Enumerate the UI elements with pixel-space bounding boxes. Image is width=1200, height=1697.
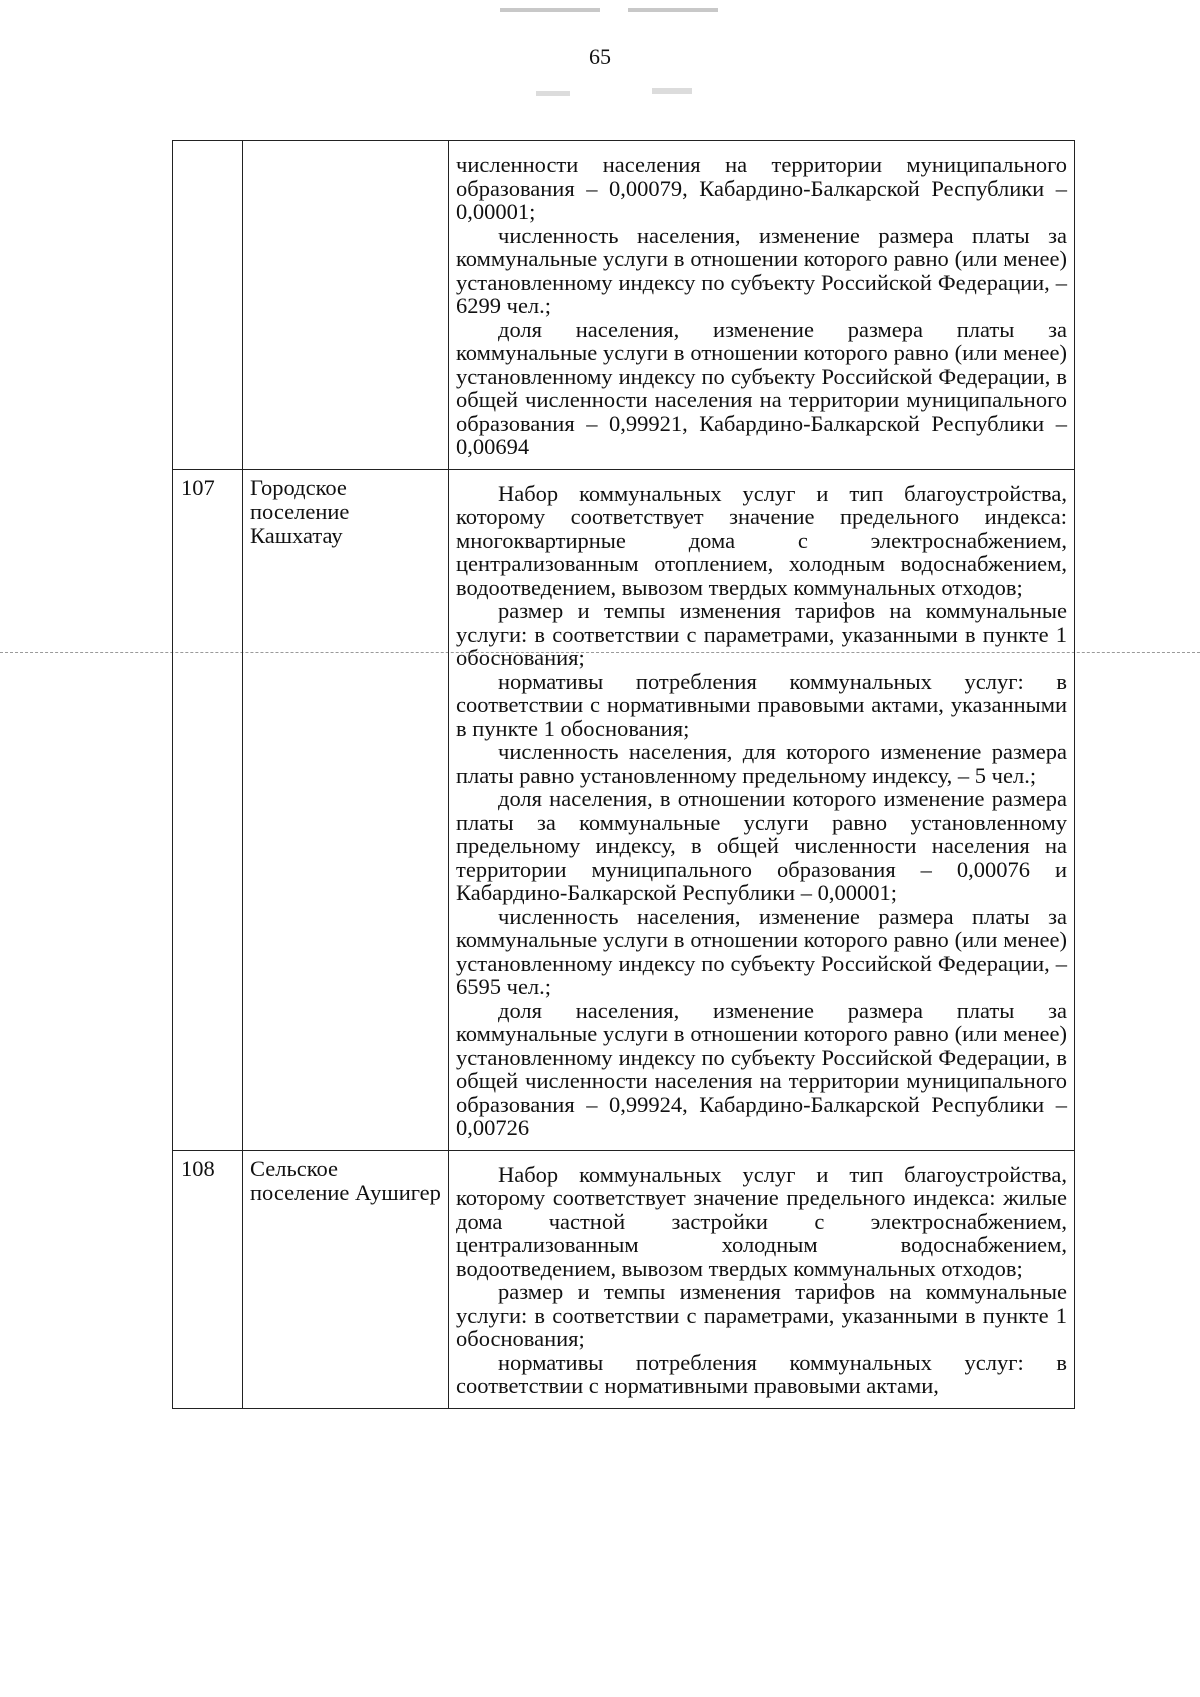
scan-artifact xyxy=(536,91,570,96)
description-paragraph: доля населения, изменение размера платы за коммунальные услуги в отношении которого равно (или менее) установленному индексу по субъекту Российской Федерации, в общей численности населения на территории муниципального образования – 0,99921, Кабардино-Балкарской Республики – 0,00694 xyxy=(456,316,1067,459)
row-description xyxy=(449,141,1075,470)
row-number: 107 xyxy=(173,469,243,1150)
row-number: 108 xyxy=(173,1150,243,1408)
description-paragraph: размер и темпы изменения тарифов на коммунальные услуги: в соответствии с параметрами, указанными в пункте 1 обоснования; xyxy=(456,598,1067,670)
description-paragraph: численность населения, изменение размера платы за коммунальные услуги в отношении которого равно (или менее) установленному индексу по субъекту Российской Федерации, – 6595 чел.; xyxy=(456,903,1067,999)
description-paragraph: Набор коммунальных услуг и тип благоустройства, которому соответствует значение предельного индекса: многоквартирные дома с электроснабжением, централизованным отоплением, холодным водоснабжением, водоотведением, вывозом твердых коммунальных отходов; xyxy=(456,480,1067,600)
description-paragraph: численность населения, изменение размера платы за коммунальные услуги в отношении которого равно (или менее) установленному индексу по субъекту Российской Федерации, – 6299 чел.; xyxy=(456,222,1067,318)
description-paragraph: нормативы потребления коммунальных услуг: в соответствии с нормативными правовыми актами, указанными в пункте 1 обоснования; xyxy=(456,668,1067,741)
description-paragraph: нормативы потребления коммунальных услуг: в соответствии с нормативными правовыми актами, xyxy=(456,1349,1067,1398)
table-row xyxy=(173,469,1075,1150)
settlements-table xyxy=(172,140,1075,1409)
description-paragraph: численности населения на территории муниципального образования – 0,00079, Кабардино-Балкарской Республики – 0,00001; xyxy=(456,152,1067,224)
settlement-name xyxy=(243,141,449,470)
table-row xyxy=(173,141,1075,470)
settlement-name: Сельское поселение Аушигер xyxy=(243,1150,449,1408)
description-paragraph: численность населения, для которого изменение размера платы равно установленному предельному индексу, – 5 чел.; xyxy=(456,739,1067,788)
scan-artifact xyxy=(652,88,692,94)
description-paragraph: доля населения, в отношении которого изменение размера платы за коммунальные услуги равно установленному предельному индексу, в общей численности населения на территории муниципального образования – 0,00076 и Кабардино-Балкарской Республики – 0,00001; xyxy=(456,786,1067,905)
row-number xyxy=(173,141,243,470)
description-paragraph: размер и темпы изменения тарифов на коммунальные услуги: в соответствии с параметрами, указанными в пункте 1 обоснования; xyxy=(456,1279,1067,1351)
row-description xyxy=(449,469,1075,1150)
settlement-name: Городское поселение Кашхатау xyxy=(243,469,449,1150)
scan-artifact xyxy=(500,8,600,12)
row-description xyxy=(449,1150,1075,1408)
description-paragraph: Набор коммунальных услуг и тип благоустройства, которому соответствует значение предельного индекса: жилые дома частной застройки с электроснабжением, централизованным холодным водоснабжением, водоотведением, вывозом твердых коммунальных отходов; xyxy=(456,1161,1067,1281)
scan-artifact xyxy=(628,8,718,12)
table-row xyxy=(173,1150,1075,1408)
description-paragraph: доля населения, изменение размера платы за коммунальные услуги в отношении которого равно (или менее) установленному индексу по субъекту Российской Федерации, в общей численности населения на территории муниципального образования – 0,99924, Кабардино-Балкарской Республики – 0,00726 xyxy=(456,997,1067,1140)
page-number: 65 xyxy=(589,44,611,69)
